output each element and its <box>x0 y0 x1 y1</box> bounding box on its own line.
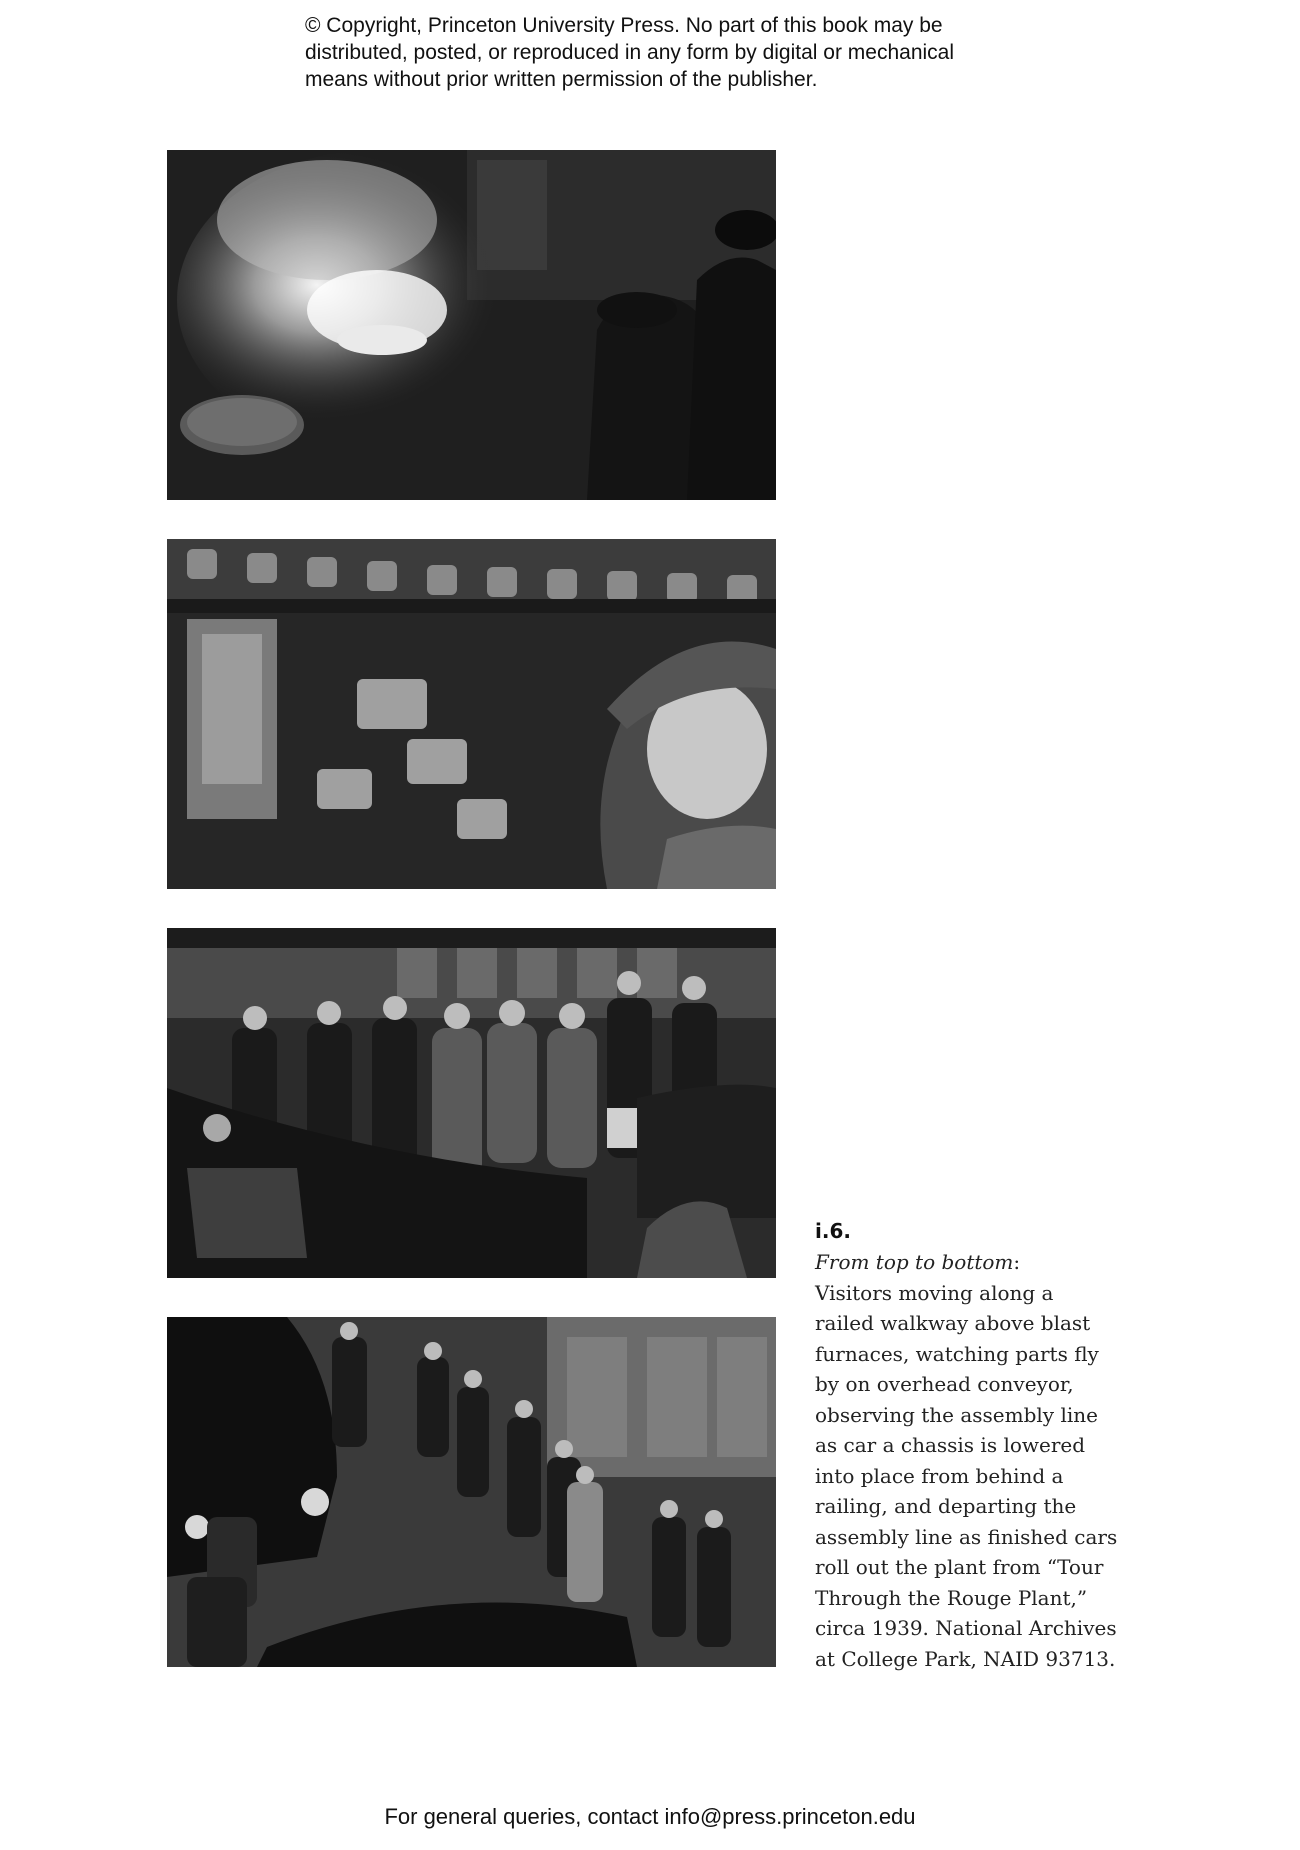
caption-lead-italic: From top to bottom <box>815 1250 1014 1274</box>
photo-overhead-conveyor <box>167 539 776 889</box>
finished-cars-image <box>167 1317 776 1667</box>
blast-furnace-image <box>167 150 776 500</box>
figure-caption <box>815 1217 1118 1674</box>
caption-lead-colon: : <box>1013 1250 1021 1274</box>
copyright-line-1: © Copyright, Princeton University Press. No part of this book may be <box>305 14 943 37</box>
caption-text <box>815 1247 1118 1674</box>
caption-line: into place from behind a <box>815 1463 1064 1488</box>
caption-line: roll out the plant from “Tour <box>815 1555 1104 1579</box>
caption-lead <box>815 1247 1115 1278</box>
figure-number: i.6. <box>815 1219 851 1243</box>
assembly-visitors-image <box>167 928 776 1278</box>
photo-assembly-line-visitors <box>167 928 776 1278</box>
caption-line: railing, and departing the <box>815 1494 1077 1518</box>
caption-line: assembly line as finished cars <box>815 1524 1118 1549</box>
photo-finished-cars <box>167 1317 776 1667</box>
copyright-notice <box>305 12 1025 93</box>
caption-line: observing the assembly line <box>815 1402 1098 1427</box>
caption-line: by on overhead conveyor, <box>815 1372 1074 1396</box>
copyright-line-2: distributed, posted, or reproduced in any form by digital or mechanical <box>305 41 955 64</box>
caption-line: furnaces, watching parts fly <box>815 1341 1099 1366</box>
caption-line: railed walkway above blast <box>815 1311 1091 1335</box>
caption-line: at College Park, NAID 93713. <box>815 1646 1116 1671</box>
caption-line: as car a chassis is lowered <box>815 1433 1086 1457</box>
conveyor-image <box>167 539 776 889</box>
photo-blast-furnace <box>167 150 776 500</box>
footer-contact: For general queries, contact info@press.princeton.edu <box>384 1804 916 1829</box>
caption-line: circa 1939. National Archives <box>815 1616 1117 1640</box>
caption-line: Visitors moving along a <box>815 1280 1054 1305</box>
caption-line: Through the Rouge Plant,” <box>815 1585 1088 1610</box>
copyright-line-3: means without prior written permission of the publisher. <box>305 68 818 91</box>
